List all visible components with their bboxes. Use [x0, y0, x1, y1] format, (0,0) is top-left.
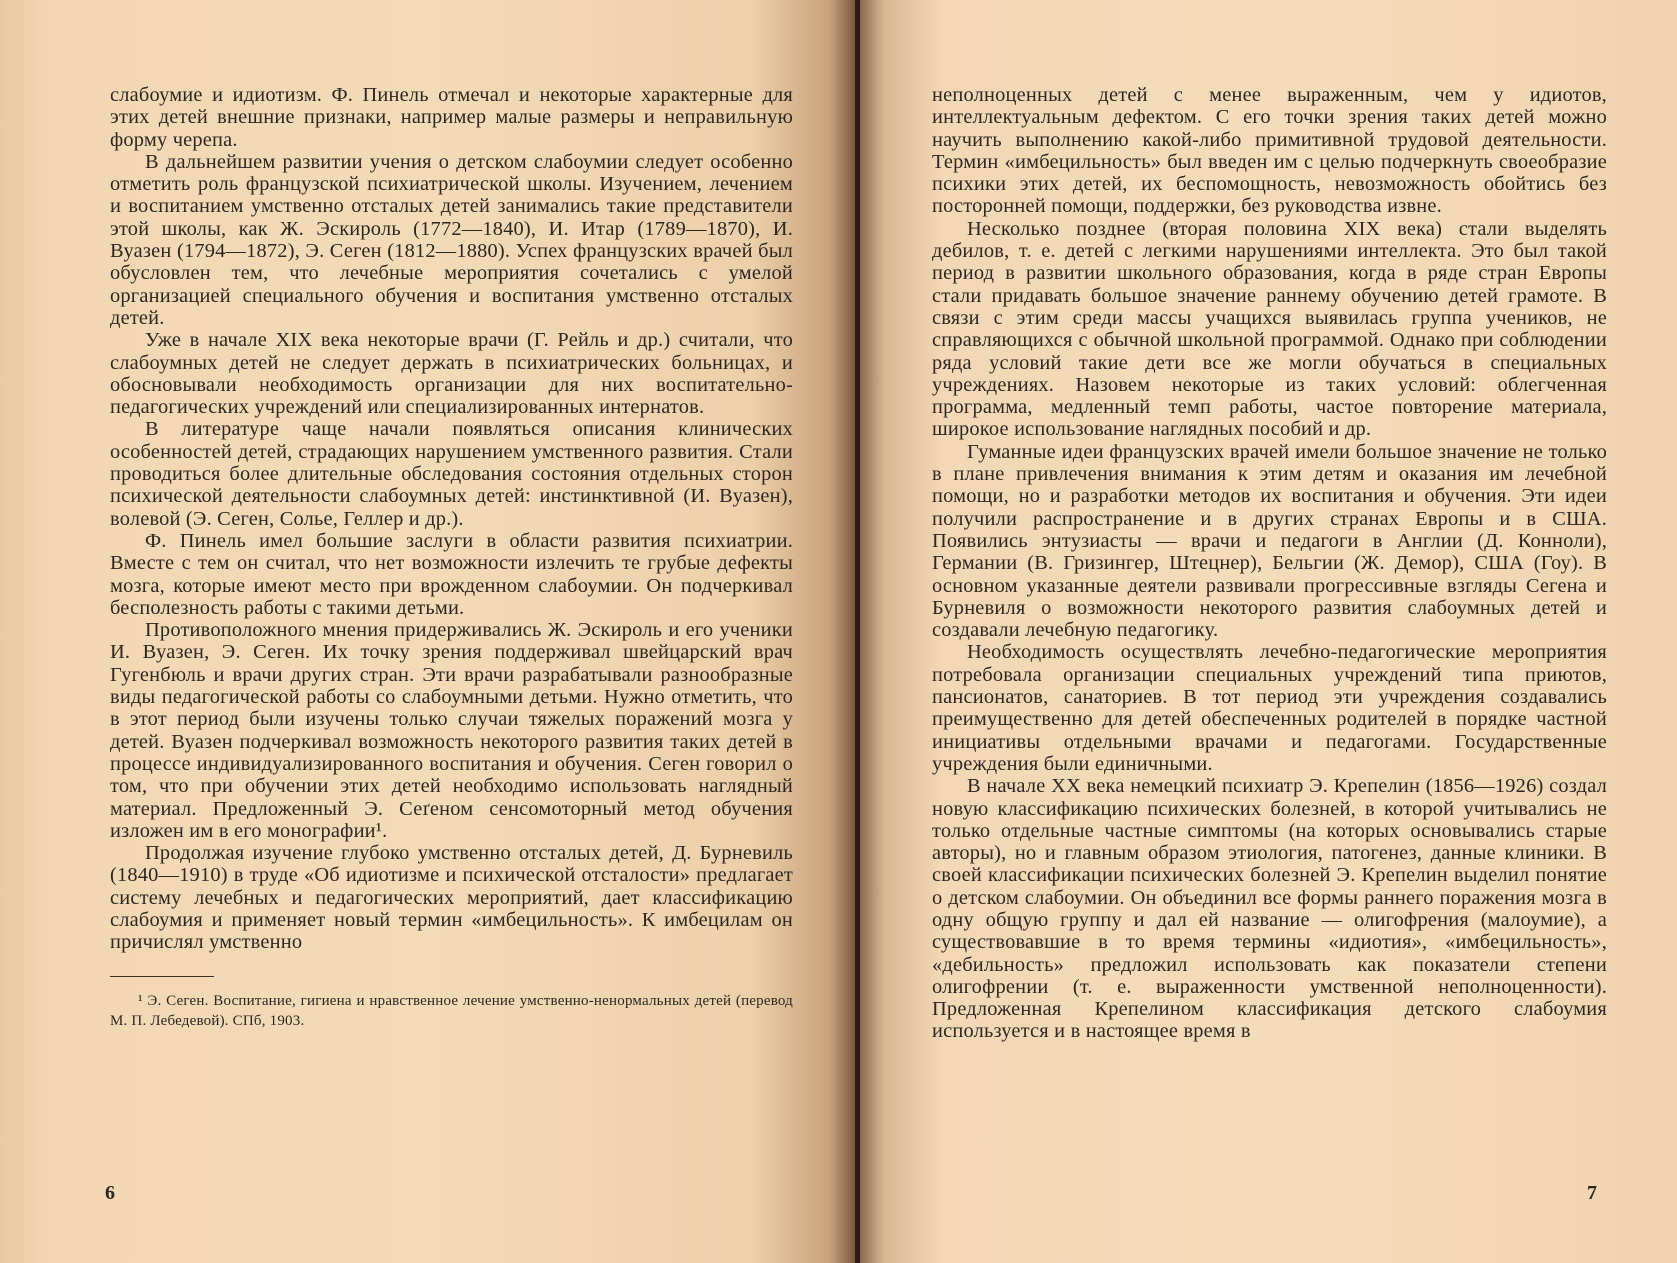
- right-page-text: [932, 84, 1607, 1043]
- paragraph: слабоумие и идиотизм. Ф. Пинель отмечал и некоторые характерные для этих детей внешние признаки, например малые размеры и неправильную форму черепа.: [110, 84, 793, 151]
- page-number: 6: [105, 1182, 115, 1204]
- right-page: [860, 0, 1677, 1263]
- paragraph: Продолжая изучение глубоко умственно отсталых детей, Д. Бурневиль (1840—1910) в труде «Об идиотизме и психической отсталости» предлагает систему лечебных и педагогических мероприятий, дает классификацию слабоумия и применяет новый термин «имбецильность». К имбецилам он причислял умственно: [110, 842, 793, 954]
- page-number: 7: [1587, 1182, 1597, 1204]
- paragraph: В дальнейшем развитии учения о детском слабоумии следует особенно отметить роль французской психиатрической школы. Изучением, лечением и воспитанием умственно отсталых детей занимались такие представители этой школы, как Ж. Эскироль (1772—1840), И. Итар (1789—1870), И. Вуазен (1794—1872), Э. Сеген (1812—1880). Успех французских врачей был обусловлен тем, что лечебные мероприятия сочетались с умелой организацией специального обучения и воспитания умственно отсталых детей.: [110, 150, 793, 329]
- footnote: ¹ Э. Сеген. Воспитание, гигиена и нравственное лечение умственно-ненормальных детей (перевод М. П. Лебедевой). СПб, 1903.: [110, 992, 793, 1029]
- paragraph: Уже в начале XIX века некоторые врачи (Г. Рейль и др.) считали, что слабоумных детей не следует держать в психиатрических больницах, и обосновывали необходимость организации для них воспитательно-педагогических учреждений или специализированных интернатов.: [110, 329, 793, 419]
- paragraph: Противоположного мнения придерживались Ж. Эскироль и его ученики И. Вуазен, Э. Сеген. Их точку зрения поддерживал швейцарский врач Гугенбюль и врачи других стран. Эти врачи разрабатывали разнообразные виды педагогической работы со слабоумными детьми. Нужно отметить, что в этот период были изучены только случаи тяжелых поражений мозга у детей. Вуазен подчеркивал возможность некоторого развития таких детей в процессе индивидуализированного воспитания и обучения. Сеген говорил о том, что при обучении этих детей необходимо использовать наглядный материал. Предложенный Э. Сеґеном сенсомоторный метод обучения изложен им в его монографии¹.: [110, 619, 793, 842]
- paragraph: неполноценных детей с менее выраженным, чем у идиотов, интеллектуальным дефектом. С его точки зрения таких детей можно научить выполнению какой-либо примитивной трудовой деятельности. Термин «имбецильность» был введен им с целью подчеркнуть своеобразие психики этих детей, их беспомощность, невозможность обойтись без посторонней помощи, поддержки, без руководства извне.: [932, 84, 1607, 218]
- footnote-divider: [110, 976, 214, 977]
- paragraph: Гуманные идеи французских врачей имели большое значение не только в плане привлечения внимания к этим детям и оказания им лечебной помощи, но и разработки методов их воспитания и обучения. Эти идеи получили распространение и в других странах Европы и в США. Появились энтузиасты — врачи и педагоги в Англии (Д. Конноли), Германии (В. Гризингер, Штецнер), Бельгии (Ж. Демор), США (Гоу). В основном указанные деятели развивали прогрессивные взгляды Сегена и Бурневиля о возможности некоторого развития слабоумных детей и создавали лечебную педагогику.: [932, 440, 1607, 642]
- paragraph: Несколько позднее (вторая половина XIX века) стали выделять дебилов, т. е. детей с легкими нарушениями интеллекта. Это был такой период в развитии школьного образования, когда в ряде стран Европы стали придавать большое значение раннему обучению детей грамоте. В связи с этим среди массы учащихся выявилась группа учеников, не справляющихся с обычной школьной программой. Однако при соблюдении ряда условий такие дети все же могли обучаться в специальных учреждениях. Назовем некоторые из таких условий: облегченная программа, медленный темп работы, частое повторение материала, широкое использование наглядных пособий и др.: [932, 217, 1607, 441]
- paragraph: В начале XX века немецкий психиатр Э. Крепелин (1856—1926) создал новую классификацию психических болезней, в которой учитывались не только отдельные частные симптомы (на которых основывались старые авторы), но и главным образом этиология, патогенез, данные клиники. В своей классификации психических болезней Э. Крепелин выделил понятие о детском слабоумии. Он объединил все формы раннего поражения мозга в одну общую группу и дал ей название — олигофрения (малоумие), а существовавшие в то время термины «идиотия», «имбецильность», «дебильность» предложил использовать как показатели степени олигофрении (т. е. выраженности умственной неполноценности). Предложенная Крепелином классификация детского слабоумия используется и в настоящее время в: [932, 775, 1607, 1043]
- left-page-text: [110, 84, 793, 954]
- paragraph: Необходимость осуществлять лечебно-педагогические мероприятия потребовала организации специальных учреждений типа приютов, пансионатов, санаториев. В тот период эти учреждения создавались преимущественно для детей обеспеченных родителей в порядке частной инициативы отдельными врачами и педагогами. Государственные учреждения были единичными.: [932, 641, 1607, 775]
- paragraph: Ф. Пинель имел большие заслуги в области развития психиатрии. Вместе с тем он считал, что нет возможности излечить те грубые дефекты мозга, которые имеют место при врожденном слабоумии. Он подчеркивал бесполезность работы с такими детьми.: [110, 529, 793, 619]
- paragraph: В литературе чаще начали появляться описания клинических особенностей детей, страдающих нарушением умственного развития. Стали проводиться более длительные обследования состояния отдельных сторон психической деятельности слабоумных детей: инстинктивной (И. Вуазен), волевой (Э. Сеген, Солье, Геллер и др.).: [110, 418, 793, 530]
